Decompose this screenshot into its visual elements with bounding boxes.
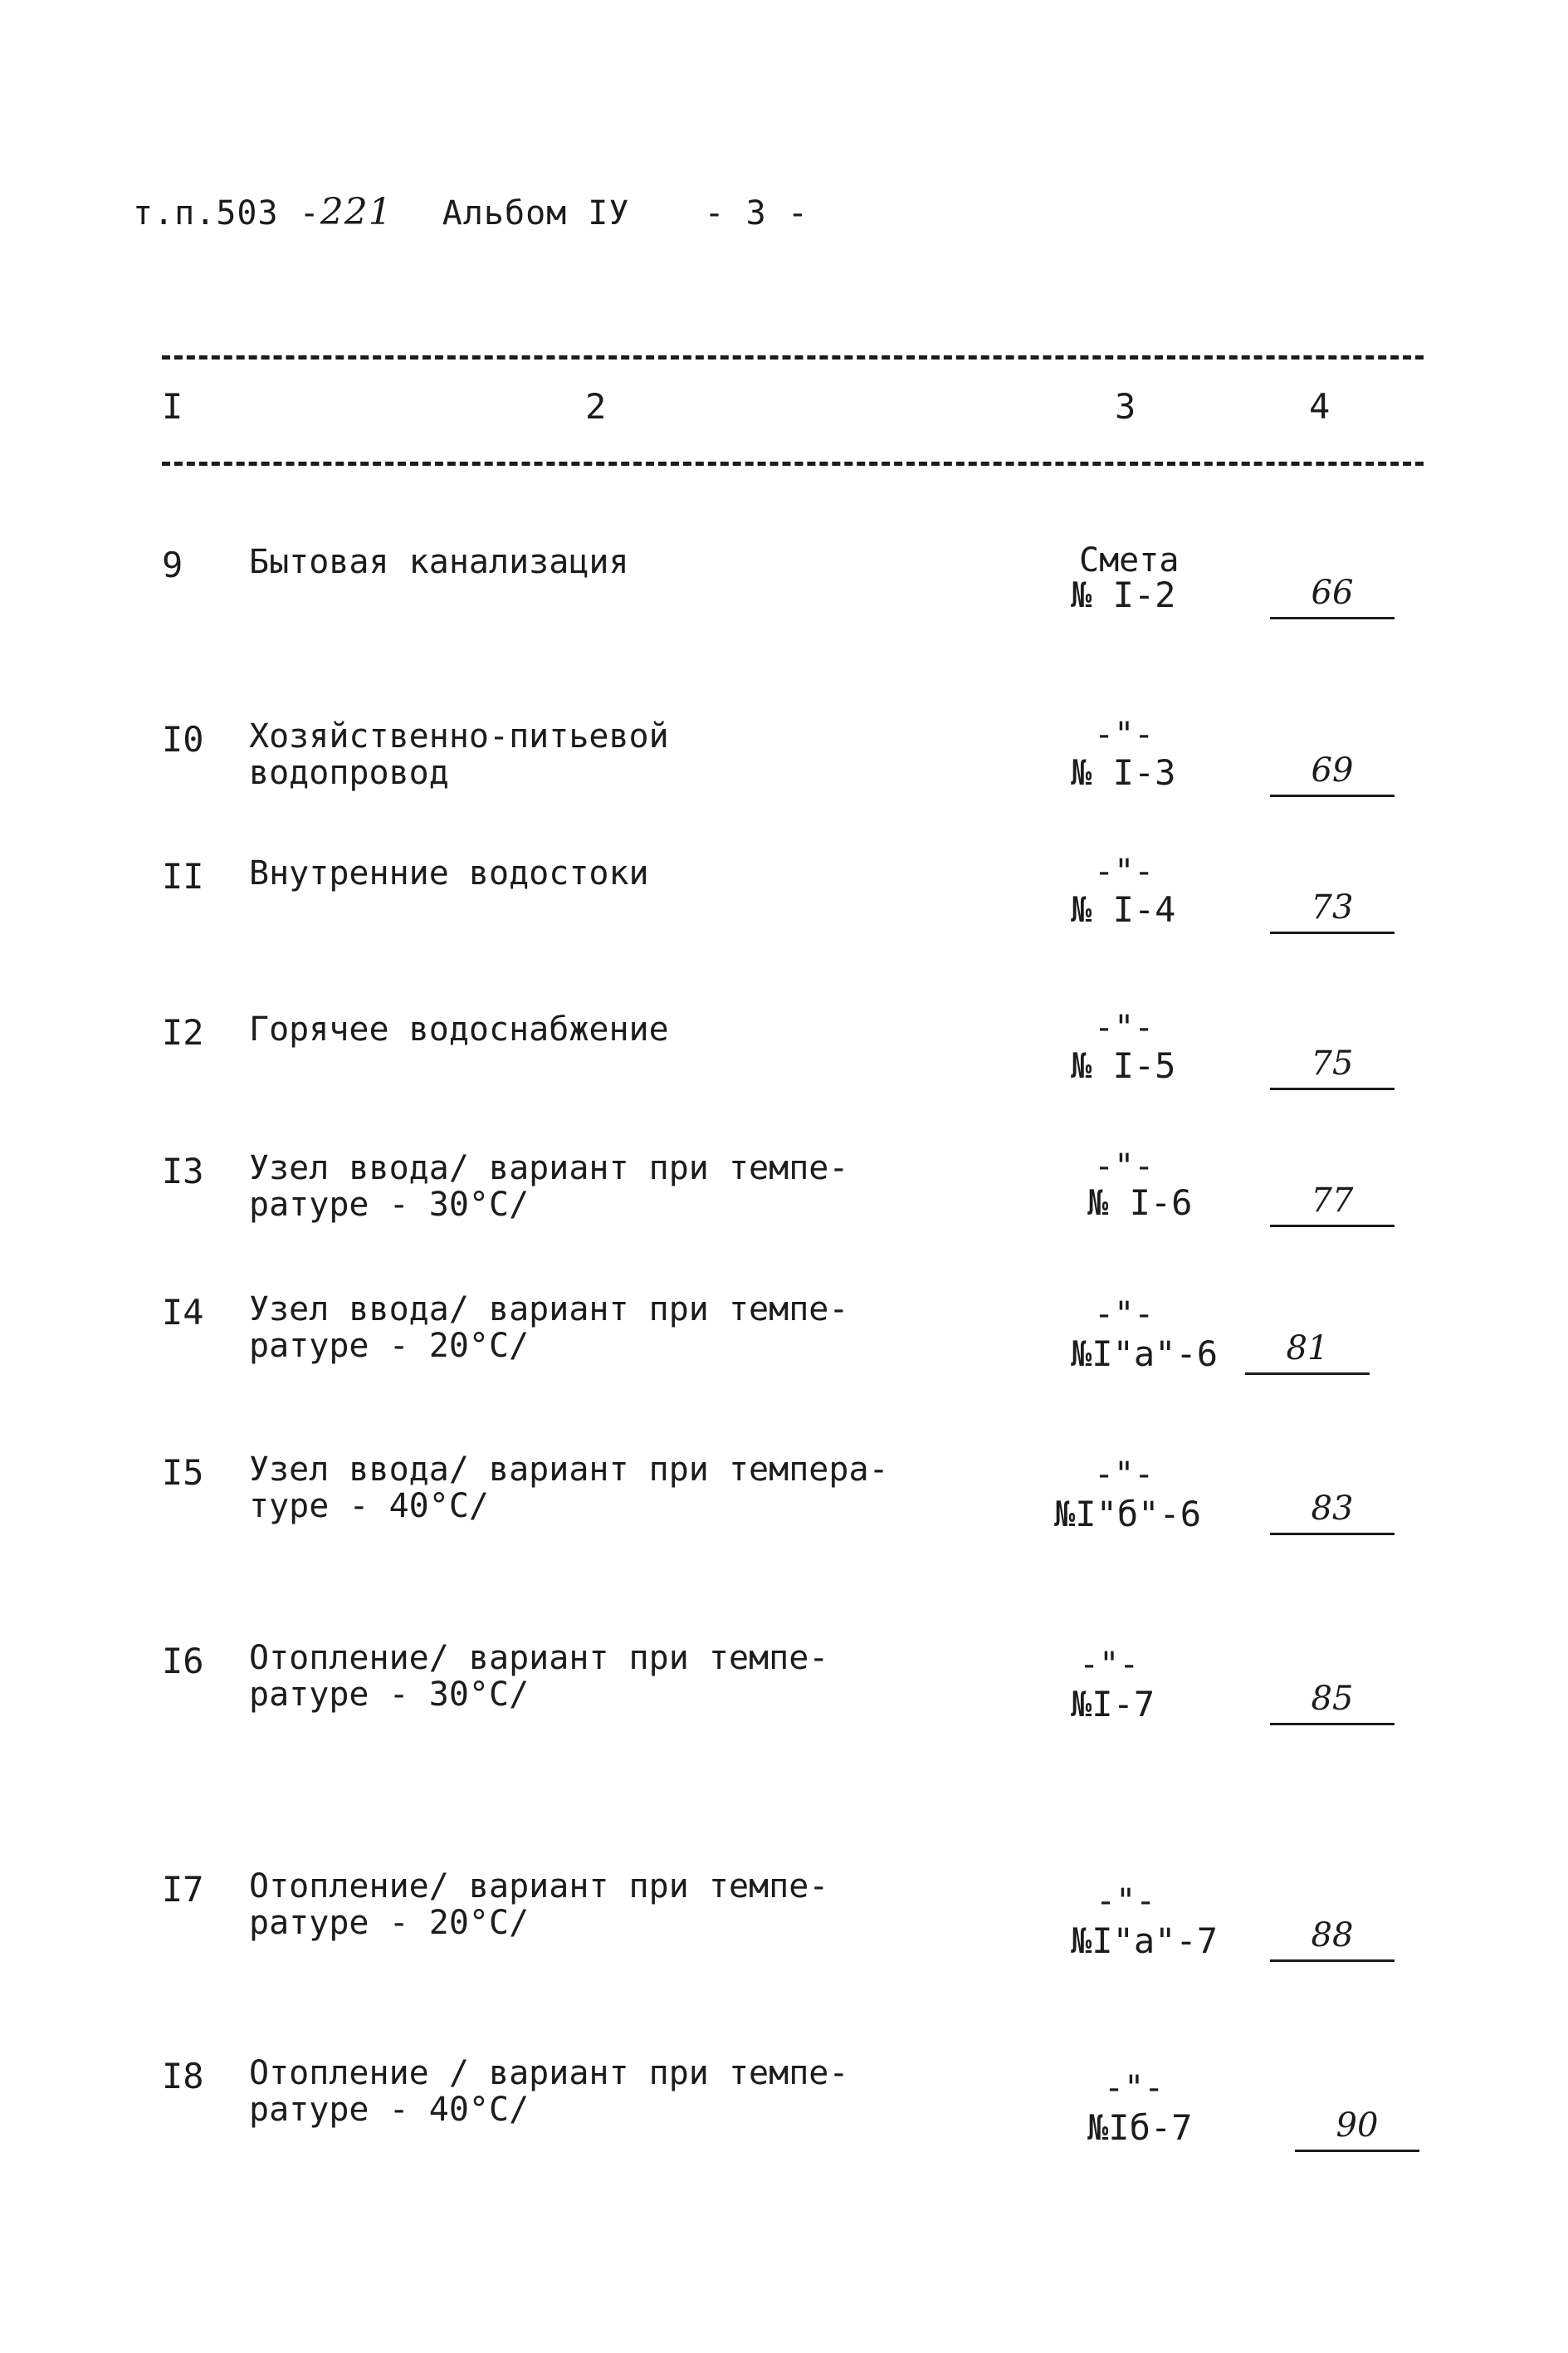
row-estimate-number: №Iб-7 — [1087, 2107, 1193, 2148]
row-number: 9 — [162, 545, 183, 585]
row-estimate-number: №I"б"-6 — [1054, 1494, 1202, 1534]
row-page-number: 81 — [1245, 1324, 1370, 1375]
row-estimate-type: -"- — [1094, 1295, 1155, 1333]
row-estimate-type: -"- — [1104, 2069, 1165, 2107]
row-page-number: 90 — [1295, 2101, 1419, 2152]
row-description: Отопление/ вариант при темпе- ратуре - 20°С/ — [249, 1867, 829, 1942]
row-estimate-type: -"- — [1094, 716, 1155, 754]
row-description: Бытовая канализация — [249, 543, 629, 581]
row-number: I4 — [162, 1292, 204, 1333]
column-header-3: 3 — [1115, 386, 1136, 427]
row-page-number: 88 — [1270, 1911, 1395, 1962]
row-estimate-number: № I-6 — [1087, 1182, 1193, 1223]
column-header-4: 4 — [1309, 386, 1331, 427]
row-estimate-number: № I-2 — [1071, 575, 1176, 615]
row-estimate-number: № I-4 — [1071, 889, 1176, 930]
row-description: Внутренние водостоки — [249, 854, 649, 893]
document-code: т.п.503 - — [133, 194, 320, 232]
document-code-handwritten: 221 — [320, 191, 393, 233]
row-estimate-type: -"- — [1096, 1882, 1156, 1920]
row-page-number: 77 — [1270, 1176, 1395, 1227]
row-estimate-type: -"- — [1094, 1147, 1155, 1186]
row-number: I8 — [162, 2056, 204, 2096]
album-label: Альбом IУ — [442, 194, 630, 232]
row-page-number: 83 — [1270, 1485, 1395, 1535]
row-description: Узел ввода/ вариант при темпера- туре - 40°С/ — [249, 1450, 889, 1525]
row-number: I3 — [162, 1151, 204, 1191]
row-page-number: 85 — [1270, 1675, 1395, 1725]
row-page-number: 66 — [1270, 569, 1395, 619]
row-number: II — [162, 856, 204, 897]
row-description: Узел ввода/ вариант при темпе- ратуре - 30°С/ — [249, 1149, 849, 1224]
row-description: Узел ввода/ вариант при темпе- ратуре - 20°С/ — [249, 1290, 849, 1365]
row-estimate-number: №I"а"-6 — [1071, 1333, 1219, 1374]
row-number: I6 — [162, 1641, 204, 1681]
row-estimate-type: -"- — [1094, 1009, 1155, 1047]
row-description: Хозяйственно-питьевой водопровод — [249, 717, 669, 792]
row-page-number: 75 — [1270, 1040, 1395, 1090]
row-estimate-number: №I"а"-7 — [1071, 1920, 1219, 1961]
table-header-divider — [162, 462, 1424, 466]
row-estimate-number: № I-5 — [1071, 1045, 1176, 1086]
page-header — [133, 191, 808, 241]
page-number: - 3 - — [704, 194, 808, 232]
table-top-divider — [162, 355, 1424, 360]
column-header-1: I — [162, 386, 183, 427]
row-number: I2 — [162, 1012, 204, 1053]
row-description: Отопление / вариант при темпе- ратуре - 40°С/ — [249, 2054, 849, 2129]
row-estimate-type: -"- — [1094, 1455, 1155, 1494]
row-estimate-number: № I-3 — [1071, 752, 1176, 793]
row-description: Отопление/ вариант при темпе- ратуре - 30°С/ — [249, 1639, 829, 1714]
row-description: Горячее водоснабжение — [249, 1010, 669, 1049]
row-number: I0 — [162, 719, 204, 760]
row-estimate-type: Смета — [1079, 541, 1180, 580]
row-estimate-type: -"- — [1094, 853, 1155, 891]
row-number: I7 — [162, 1869, 204, 1910]
row-number: I5 — [162, 1452, 204, 1493]
row-estimate-number: №I-7 — [1071, 1684, 1155, 1724]
row-page-number: 73 — [1270, 883, 1395, 934]
column-header-2: 2 — [585, 386, 607, 427]
row-estimate-type: -"- — [1079, 1646, 1140, 1684]
row-page-number: 69 — [1270, 746, 1395, 797]
